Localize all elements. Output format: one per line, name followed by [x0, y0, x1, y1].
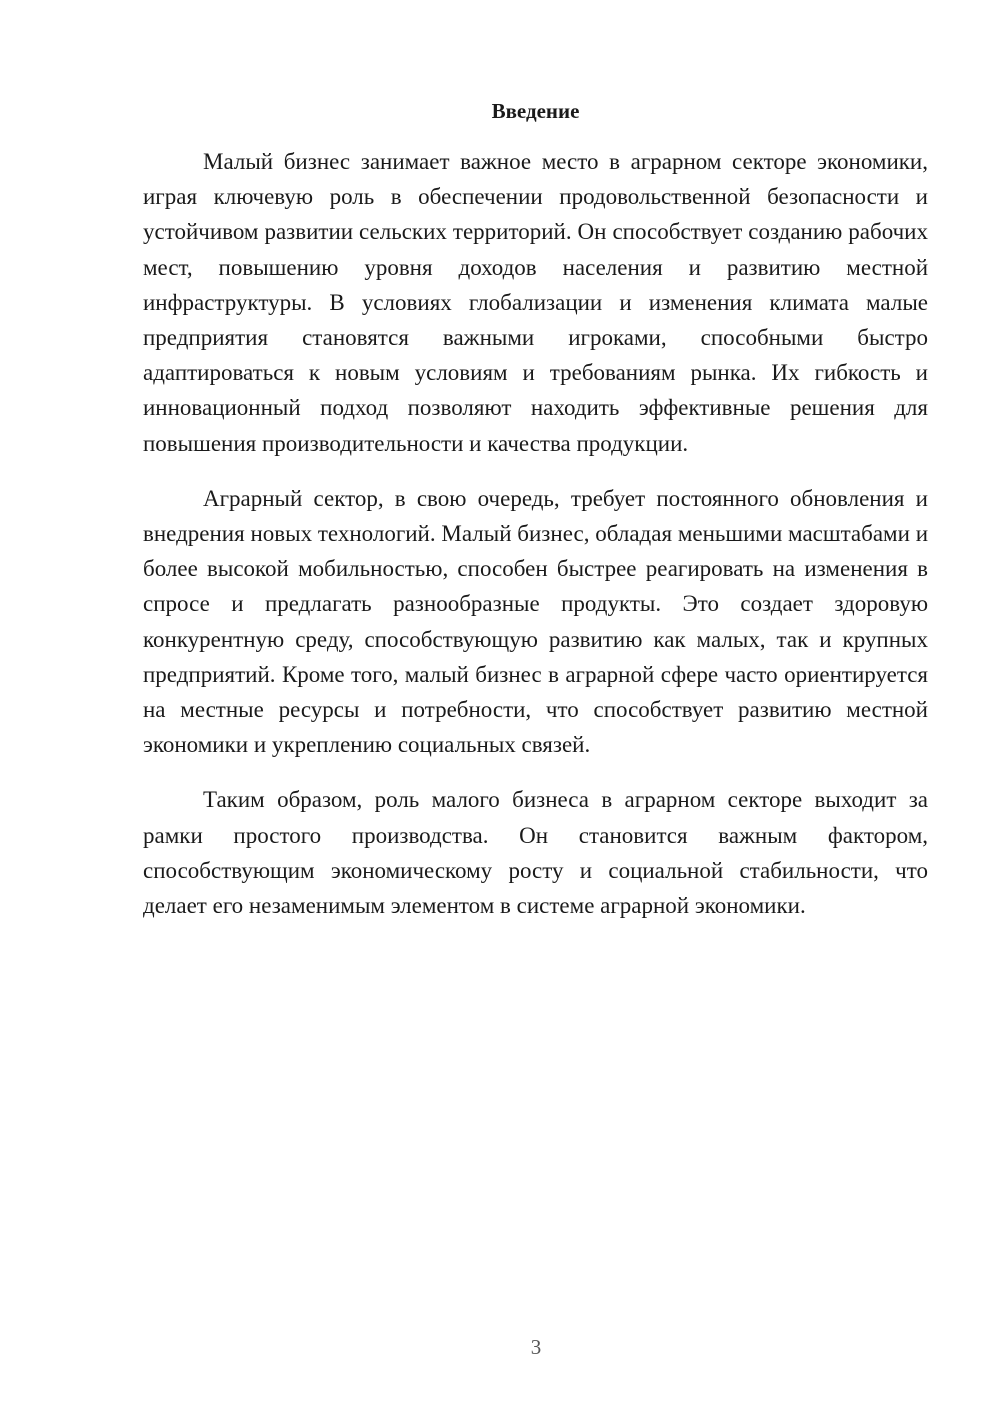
paragraph-2: Аграрный сектор, в свою очередь, требует постоянного обновления и внедрения новых технологий. Малый бизнес, обладая меньшими масштабами и более высокой мобильностью, способен быстрее реагировать на изменения в спросе и предлагать разнообразные продукты. Это создает здоровую конкурентную среду, способствующую развитию как малых, так и крупных предприятий. Кроме того, малый бизнес в аграрной сфере часто ориентируется на местные ресурсы и потребности, что способствует развитию местной экономики и укреплению социальных связей. — [143, 485, 928, 758]
document-body — [143, 144, 928, 923]
page-number: 3 — [530, 1335, 542, 1359]
page-title: Введение — [491, 99, 580, 123]
paragraph-1: Малый бизнес занимает важное место в аграрном секторе экономики, играя ключевую роль в обеспечении продовольственной безопасности и устойчивом развитии сельских территорий. Он способствует созданию рабочих мест, повышению уровня доходов населения и развитию местной инфраструктуры. В условиях глобализации и изменения климата малые предприятия становятся важными игроками, способными быстро адаптироваться к новым условиям и требованиям рынка. Их гибкость и инновационный подход позволяют находить эффективные решения для повышения производительности и качества продукции. — [143, 149, 928, 456]
paragraph-3: Таким образом, роль малого бизнеса в аграрном секторе выходит за рамки простого производства. Он становится важным фактором, способствующим экономическому росту и социальной стабильности, что делает его незаменимым элементом в системе аграрной экономики. — [143, 787, 928, 919]
